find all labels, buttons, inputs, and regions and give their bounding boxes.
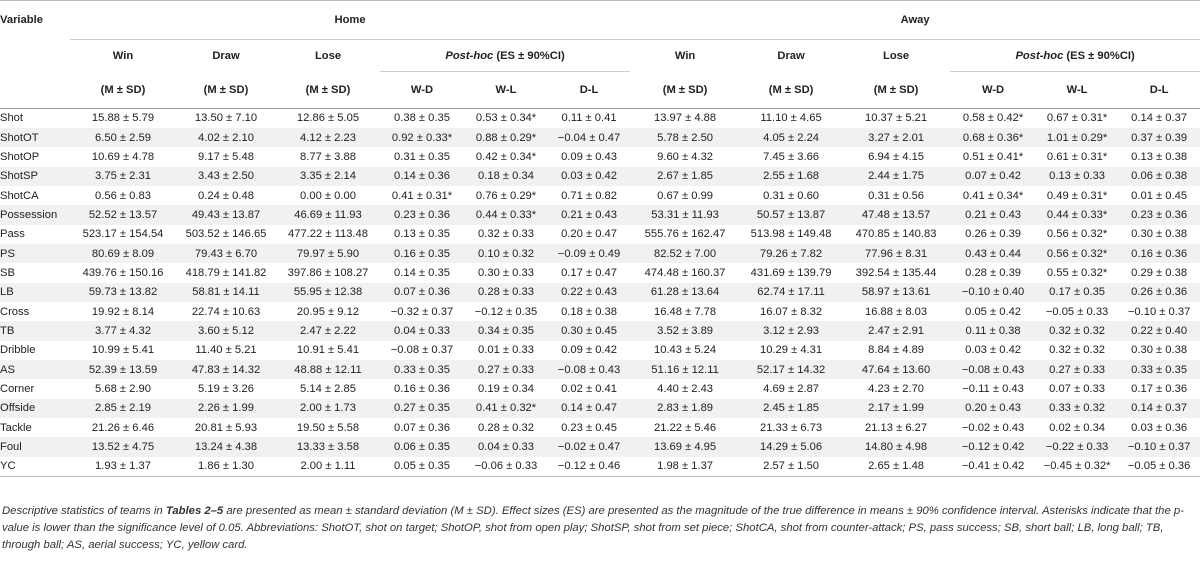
table-cell: 47.64 ± 13.60	[861, 363, 931, 376]
table-cell: 513.98 ± 149.48	[750, 228, 832, 241]
table-cell: 0.03 ± 0.42	[561, 170, 617, 183]
row-variable-label: Shot	[0, 112, 24, 125]
table-row	[0, 147, 1200, 166]
table-cell: 9.60 ± 4.32	[657, 150, 714, 163]
away-dl-header: D-L	[1149, 84, 1169, 96]
row-variable-label: Corner	[0, 382, 35, 395]
table-cell: 0.30 ± 0.45	[561, 324, 617, 337]
table-cell: 0.16 ± 0.36	[394, 382, 450, 395]
table-cell: 55.95 ± 12.38	[293, 286, 363, 299]
table-footnote: Descriptive statistics of teams in Tables 2–5 are presented as mean ± standard deviation (M ± SD). Effect sizes (ES) are presented as the magnitude of the true difference in means ± 90% confidence interval. Asterisks indicate that the p-value is lower than the significance level of 0.05. Abbreviations: ShotOT, shot on target; ShotOP, shot from open play; ShotSP, shot from set piece; ShotCA, shot from counter-attack; PS, pass success; SB, short ball; LB, long ball; TB, through ball; AS, aerial success; YC, yellow card.	[2, 505, 1184, 552]
table-cell: 0.18 ± 0.38	[561, 305, 617, 318]
table-cell: 16.07 ± 8.32	[759, 305, 823, 318]
table-cell: 16.48 ± 7.78	[653, 305, 717, 318]
home-dl-header: D-L	[579, 84, 599, 96]
table-cell: 12.86 ± 5.05	[296, 112, 360, 125]
table-cell: 0.04 ± 0.33	[394, 324, 450, 337]
table-row	[0, 457, 1200, 476]
table-cell: 0.34 ± 0.35	[478, 324, 534, 337]
table-cell: 52.17 ± 14.32	[756, 363, 826, 376]
table-cell: 0.21 ± 0.43	[561, 208, 617, 221]
table-cell: 0.29 ± 0.38	[1131, 266, 1188, 279]
table-cell: 0.32 ± 0.32	[1049, 324, 1106, 337]
table-cell: 21.13 ± 6.27	[864, 421, 928, 434]
table-cell: 0.67 ± 0.31*	[1046, 112, 1108, 125]
table-cell: 5.78 ± 2.50	[657, 131, 714, 144]
table-cell: 0.14 ± 0.47	[561, 402, 617, 415]
table-cell: 4.69 ± 2.87	[763, 382, 820, 395]
row-variable-label: Dribble	[0, 344, 36, 357]
row-variable-label: SB	[0, 266, 15, 279]
table-cell: 62.74 ± 17.11	[757, 286, 825, 299]
table-cell: 0.56 ± 0.32*	[1046, 228, 1108, 241]
table-cell: 0.14 ± 0.36	[394, 170, 450, 183]
table-cell: 2.44 ± 1.75	[868, 170, 925, 183]
table-cell: 474.48 ± 160.37	[644, 266, 726, 279]
table-cell: 2.00 ± 1.73	[300, 402, 356, 415]
table-cell: 61.28 ± 13.64	[650, 286, 720, 299]
home-posthoc-header: Post-hoc (ES ± 90%CI)	[380, 40, 630, 72]
table-cell: 0.00 ± 0.00	[300, 189, 356, 202]
table-cell: 0.56 ± 0.83	[95, 189, 151, 202]
table-cell: 0.09 ± 0.43	[561, 150, 617, 163]
table-cell: 46.69 ± 11.93	[294, 208, 362, 221]
table-cell: 0.41 ± 0.31*	[391, 189, 453, 202]
table-cell: 0.88 ± 0.29*	[475, 131, 537, 144]
table-cell: 79.97 ± 5.90	[296, 247, 360, 260]
table-cell: 8.84 ± 4.89	[868, 344, 925, 357]
table-cell: 3.52 ± 3.89	[657, 324, 714, 337]
table-cell: 0.37 ± 0.39	[1131, 131, 1188, 144]
table-cell: 82.52 ± 7.00	[653, 247, 717, 260]
table-cell: −0.08 ± 0.37	[390, 344, 454, 357]
table-row	[0, 418, 1200, 437]
variable-header: Variable	[0, 14, 43, 27]
table-cell: 439.76 ± 150.16	[82, 266, 164, 279]
table-cell: 6.94 ± 4.15	[868, 150, 925, 163]
table-cell: 58.97 ± 13.61	[861, 286, 931, 299]
table-cell: 8.77 ± 3.88	[300, 150, 356, 163]
table-cell: 0.20 ± 0.47	[561, 228, 617, 241]
table-row	[0, 263, 1200, 282]
row-variable-label: ShotOP	[0, 150, 40, 163]
table-cell: 13.33 ± 3.58	[296, 441, 360, 454]
table-cell: 0.17 ± 0.35	[1049, 286, 1106, 299]
table-cell: 49.43 ± 13.87	[191, 208, 261, 221]
table-cell: 0.04 ± 0.33	[478, 441, 534, 454]
table-cell: 20.81 ± 5.93	[194, 421, 258, 434]
table-cell: 0.21 ± 0.43	[965, 208, 1022, 221]
table-cell: 1.98 ± 1.37	[657, 460, 714, 473]
table-cell: 2.57 ± 1.50	[763, 460, 820, 473]
table-cell: 0.22 ± 0.40	[1131, 324, 1188, 337]
table-cell: 52.52 ± 13.57	[88, 208, 158, 221]
table-cell: 3.75 ± 2.31	[95, 170, 151, 183]
away-draw-msd-header: (M ± SD)	[768, 83, 814, 96]
home-lose-header: Lose	[314, 49, 342, 62]
table-row	[0, 379, 1200, 398]
table-cell: 0.24 ± 0.48	[198, 189, 254, 202]
table-cell: 22.74 ± 10.63	[191, 305, 261, 318]
table-cell: 0.41 ± 0.32*	[475, 402, 537, 415]
table-cell: 10.99 ± 5.41	[91, 344, 155, 357]
table-cell: 47.83 ± 14.32	[191, 363, 261, 376]
table-cell: 470.85 ± 140.83	[855, 228, 937, 241]
table-cell: −0.12 ± 0.35	[474, 305, 538, 318]
table-cell: 0.26 ± 0.36	[1131, 286, 1188, 299]
table-cell: 0.07 ± 0.42	[965, 170, 1022, 183]
table-cell: 1.93 ± 1.37	[95, 460, 151, 473]
table-cell: −0.08 ± 0.43	[961, 363, 1025, 376]
table-cell: 0.02 ± 0.41	[561, 382, 617, 395]
row-variable-label: AS	[0, 363, 15, 376]
table-cell: −0.09 ± 0.49	[557, 247, 621, 260]
home-win-header: Win	[112, 49, 134, 62]
table-cell: 4.40 ± 2.43	[657, 382, 714, 395]
table-cell: 0.30 ± 0.33	[478, 266, 534, 279]
table-cell: 0.31 ± 0.60	[763, 189, 820, 202]
table-cell: 4.02 ± 2.10	[198, 131, 254, 144]
table-cell: 7.45 ± 3.66	[763, 150, 820, 163]
table-cell: 2.26 ± 1.99	[198, 402, 254, 415]
table-row	[0, 302, 1200, 321]
table-cell: 392.54 ± 135.44	[855, 266, 937, 279]
table-cell: 0.67 ± 0.99	[657, 189, 714, 202]
away-lose-msd-header: (M ± SD)	[873, 83, 919, 96]
table-cell: 0.16 ± 0.36	[1131, 247, 1188, 260]
table-cell: 13.24 ± 4.38	[194, 441, 258, 454]
table-cell: 0.33 ± 0.35	[1131, 363, 1188, 376]
table-cell: 555.76 ± 162.47	[644, 228, 726, 241]
row-variable-label: ShotCA	[0, 189, 39, 202]
table-cell: 0.41 ± 0.34*	[962, 189, 1024, 202]
table-cell: 0.11 ± 0.38	[965, 324, 1021, 337]
table-cell: 0.27 ± 0.33	[478, 363, 534, 376]
table-row	[0, 437, 1200, 456]
table-cell: 0.06 ± 0.38	[1131, 170, 1188, 183]
table-cell: 0.31 ± 0.56	[868, 189, 925, 202]
table-cell: −0.05 ± 0.36	[1127, 460, 1191, 473]
table-cell: 0.17 ± 0.36	[1131, 382, 1188, 395]
table-cell: 21.26 ± 6.46	[91, 421, 155, 434]
home-win-msd-header: (M ± SD)	[100, 83, 146, 96]
table-cell: 0.33 ± 0.32	[1049, 402, 1106, 415]
table-cell: 0.13 ± 0.35	[394, 228, 450, 241]
table-cell: 79.26 ± 7.82	[759, 247, 823, 260]
table-row	[0, 399, 1200, 418]
row-variable-label: Cross	[0, 305, 30, 318]
table-cell: 79.43 ± 6.70	[194, 247, 258, 260]
row-variable-label: Foul	[0, 441, 22, 454]
row-variable-label: Possession	[0, 208, 58, 221]
table-cell: 0.13 ± 0.33	[1049, 170, 1106, 183]
table-cell: 4.12 ± 2.23	[300, 131, 356, 144]
table-cell: −0.12 ± 0.46	[557, 460, 621, 473]
table-cell: 0.01 ± 0.33	[478, 344, 534, 357]
table-cell: 0.23 ± 0.36	[1131, 208, 1188, 221]
home-draw-header: Draw	[212, 49, 240, 62]
table-cell: 0.43 ± 0.44	[965, 247, 1022, 260]
table-cell: 0.03 ± 0.42	[965, 344, 1022, 357]
table-cell: 0.17 ± 0.47	[561, 266, 617, 279]
table-cell: −0.02 ± 0.43	[961, 421, 1025, 434]
away-lose-header: Lose	[883, 49, 910, 62]
away-draw-header: Draw	[777, 49, 805, 62]
table-cell: 1.86 ± 1.30	[198, 460, 254, 473]
table-cell: −0.22 ± 0.33	[1045, 441, 1109, 454]
table-cell: 77.96 ± 8.31	[864, 247, 928, 260]
table-row	[0, 205, 1200, 224]
away-win-msd-header: (M ± SD)	[662, 83, 708, 96]
row-variable-label: TB	[0, 324, 15, 337]
row-variable-label: ShotOT	[0, 131, 39, 144]
row-variable-label: Pass	[0, 228, 25, 241]
table-row	[0, 128, 1200, 147]
table-cell: 0.16 ± 0.35	[394, 247, 450, 260]
table-cell: 21.22 ± 5.46	[653, 421, 717, 434]
table-cell: 59.73 ± 13.82	[88, 286, 158, 299]
table-body	[0, 109, 1200, 477]
table-cell: 11.10 ± 4.65	[760, 112, 822, 125]
table-cell: 0.22 ± 0.43	[561, 286, 617, 299]
table-cell: 0.05 ± 0.42	[965, 305, 1022, 318]
table-row	[0, 109, 1200, 128]
table-cell: 0.56 ± 0.32*	[1046, 247, 1108, 260]
table-cell: −0.12 ± 0.42	[961, 441, 1025, 454]
table-cell: 0.14 ± 0.35	[394, 266, 450, 279]
table-cell: 0.14 ± 0.37	[1131, 112, 1188, 125]
table-cell: 477.22 ± 113.48	[288, 228, 368, 241]
table-cell: 15.88 ± 5.79	[91, 112, 155, 125]
table-cell: 397.86 ± 108.27	[287, 266, 369, 279]
table-cell: 0.10 ± 0.32	[478, 247, 534, 260]
table-cell: 2.47 ± 2.22	[300, 324, 356, 337]
table-cell: 0.11 ± 0.41	[561, 112, 617, 125]
table-cell: 2.55 ± 1.68	[763, 170, 820, 183]
table-cell: 14.80 ± 4.98	[864, 441, 928, 454]
table-cell: 14.29 ± 5.06	[759, 441, 823, 454]
table-cell: 0.33 ± 0.35	[394, 363, 450, 376]
table-cell: 2.45 ± 1.85	[763, 402, 820, 415]
table-cell: 0.28 ± 0.33	[478, 286, 534, 299]
table-cell: 13.69 ± 4.95	[653, 441, 717, 454]
table-cell: 0.55 ± 0.32*	[1046, 266, 1108, 279]
table-cell: 0.71 ± 0.82	[561, 189, 617, 202]
table-cell: 0.32 ± 0.32	[1049, 344, 1106, 357]
table-cell: 16.88 ± 8.03	[864, 305, 928, 318]
table-cell: 0.51 ± 0.41*	[962, 150, 1024, 163]
table-cell: 11.40 ± 5.21	[195, 344, 257, 357]
table-cell: 3.77 ± 4.32	[95, 324, 151, 337]
table-cell: 10.91 ± 5.41	[296, 344, 360, 357]
table-cell: 2.83 ± 1.89	[657, 402, 714, 415]
home-wl-header: W-L	[495, 84, 517, 96]
table-cell: 13.52 ± 4.75	[91, 441, 155, 454]
table-cell: 10.37 ± 5.21	[864, 112, 928, 125]
table-cell: 3.27 ± 2.01	[868, 131, 925, 144]
table-cell: 19.50 ± 5.58	[296, 421, 360, 434]
table-cell: 50.57 ± 13.87	[756, 208, 826, 221]
table-cell: −0.45 ± 0.32*	[1043, 460, 1111, 473]
table-cell: 0.07 ± 0.36	[394, 286, 450, 299]
table-cell: 20.95 ± 9.12	[296, 305, 360, 318]
table-cell: −0.32 ± 0.37	[390, 305, 454, 318]
table-cell: 0.58 ± 0.42*	[962, 112, 1024, 125]
table-cell: −0.05 ± 0.33	[1045, 305, 1109, 318]
table-cell: 0.32 ± 0.33	[478, 228, 534, 241]
table-row	[0, 244, 1200, 263]
table-cell: 0.27 ± 0.35	[394, 402, 450, 415]
table-cell: 431.69 ± 139.79	[750, 266, 832, 279]
table-row	[0, 186, 1200, 205]
table-cell: 0.07 ± 0.33	[1049, 382, 1106, 395]
away-wd-header: W-D	[981, 84, 1005, 96]
table-cell: 10.29 ± 4.31	[759, 344, 823, 357]
table-cell: 0.76 ± 0.29*	[475, 189, 537, 202]
table-cell: 4.05 ± 2.24	[763, 131, 820, 144]
table-cell: 5.19 ± 3.26	[198, 382, 254, 395]
row-variable-label: ShotSP	[0, 170, 38, 183]
table-cell: 3.43 ± 2.50	[198, 170, 254, 183]
table-cell: 48.88 ± 12.11	[294, 363, 362, 376]
table-cell: 0.20 ± 0.43	[965, 402, 1022, 415]
table-row	[0, 225, 1200, 244]
table-cell: 2.65 ± 1.48	[868, 460, 925, 473]
table-cell: 0.26 ± 0.39	[965, 228, 1022, 241]
away-posthoc-header: Post-hoc (ES ± 90%CI)	[950, 40, 1200, 72]
table-cell: 0.14 ± 0.37	[1131, 402, 1188, 415]
table-cell: 13.50 ± 7.10	[194, 112, 258, 125]
table-cell: 2.47 ± 2.91	[868, 324, 925, 337]
table-cell: −0.10 ± 0.37	[1127, 441, 1191, 454]
table-cell: 0.31 ± 0.35	[394, 150, 450, 163]
table-cell: 0.05 ± 0.35	[394, 460, 450, 473]
table-cell: 0.28 ± 0.32	[478, 421, 534, 434]
table-cell: 9.17 ± 5.48	[198, 150, 254, 163]
table-cell: 0.44 ± 0.33*	[475, 208, 537, 221]
table-cell: −0.41 ± 0.42	[961, 460, 1025, 473]
table-cell: 0.68 ± 0.36*	[962, 131, 1024, 144]
table-cell: 0.03 ± 0.36	[1131, 421, 1188, 434]
table-cell: −0.08 ± 0.43	[557, 363, 621, 376]
table-cell: 0.01 ± 0.45	[1131, 189, 1188, 202]
table-cell: 51.16 ± 12.11	[651, 363, 719, 376]
row-variable-label: LB	[0, 286, 14, 299]
table-cell: 0.61 ± 0.31*	[1046, 150, 1108, 163]
table-cell: 5.14 ± 2.85	[300, 382, 356, 395]
table-cell: −0.10 ± 0.40	[961, 286, 1025, 299]
away-win-header: Win	[674, 49, 696, 62]
table-cell: 21.33 ± 6.73	[759, 421, 823, 434]
table-cell: 3.12 ± 2.93	[763, 324, 820, 337]
table-cell: 10.43 ± 5.24	[653, 344, 717, 357]
table-cell: 0.23 ± 0.45	[561, 421, 617, 434]
table-cell: 47.48 ± 13.57	[861, 208, 931, 221]
home-header: Home	[70, 1, 630, 40]
table-row	[0, 360, 1200, 379]
table-cell: 10.69 ± 4.78	[91, 150, 155, 163]
table-cell: 80.69 ± 8.09	[91, 247, 155, 260]
table-cell: 0.13 ± 0.38	[1131, 150, 1188, 163]
table-cell: 4.23 ± 2.70	[868, 382, 925, 395]
table-row	[0, 283, 1200, 302]
table-cell: 0.06 ± 0.35	[394, 441, 450, 454]
table-cell: 0.44 ± 0.33*	[1046, 208, 1108, 221]
table-row	[0, 321, 1200, 340]
table-row	[0, 167, 1200, 186]
table-cell: 0.49 ± 0.31*	[1046, 189, 1108, 202]
table-cell: 0.07 ± 0.36	[394, 421, 450, 434]
table-cell: 5.68 ± 2.90	[95, 382, 151, 395]
table-cell: 0.19 ± 0.34	[478, 382, 534, 395]
row-variable-label: YC	[0, 460, 16, 473]
table-cell: 1.01 ± 0.29*	[1046, 131, 1108, 144]
row-variable-label: Offside	[0, 402, 36, 415]
table-cell: 0.42 ± 0.34*	[475, 150, 537, 163]
table-cell: 0.38 ± 0.35	[394, 112, 450, 125]
away-wl-header: W-L	[1066, 84, 1088, 96]
table-cell: 58.81 ± 14.11	[192, 286, 260, 299]
table-cell: 2.17 ± 1.99	[868, 402, 925, 415]
home-lose-msd-header: (M ± SD)	[305, 83, 351, 96]
table-cell: 0.27 ± 0.33	[1049, 363, 1106, 376]
table-cell: 503.52 ± 146.65	[185, 228, 267, 241]
table-cell: −0.06 ± 0.33	[474, 460, 538, 473]
table-cell: 0.92 ± 0.33*	[391, 131, 453, 144]
table-cell: 0.30 ± 0.38	[1131, 228, 1188, 241]
table-cell: 523.17 ± 154.54	[82, 228, 164, 241]
away-header: Away	[630, 1, 1200, 40]
row-variable-label: Tackle	[0, 421, 32, 434]
table-cell: −0.11 ± 0.43	[962, 382, 1024, 395]
table-cell: −0.10 ± 0.37	[1127, 305, 1191, 318]
table-cell: 13.97 ± 4.88	[653, 112, 717, 125]
table-cell: 3.35 ± 2.14	[300, 170, 356, 183]
table-cell: 418.79 ± 141.82	[185, 266, 267, 279]
table-cell: −0.02 ± 0.47	[557, 441, 621, 454]
table-cell: 53.31 ± 11.93	[651, 208, 719, 221]
table-cell: 2.67 ± 1.85	[657, 170, 714, 183]
table-cell: 0.30 ± 0.38	[1131, 344, 1188, 357]
row-variable-label: PS	[0, 247, 15, 260]
table-cell: −0.04 ± 0.47	[557, 131, 621, 144]
table-cell: 6.50 ± 2.59	[95, 131, 151, 144]
table-cell: 19.92 ± 8.14	[91, 305, 155, 318]
table-cell: 0.09 ± 0.42	[561, 344, 617, 357]
home-draw-msd-header: (M ± SD)	[203, 83, 249, 96]
home-wd-header: W-D	[410, 84, 434, 96]
table-cell: 0.02 ± 0.34	[1049, 421, 1106, 434]
table-cell: 0.23 ± 0.36	[394, 208, 450, 221]
table-cell: 0.53 ± 0.34*	[475, 112, 537, 125]
table-cell: 52.39 ± 13.59	[88, 363, 158, 376]
table-cell: 0.18 ± 0.34	[478, 170, 534, 183]
table-cell: 2.85 ± 2.19	[95, 402, 151, 415]
table-cell: 0.28 ± 0.39	[965, 266, 1022, 279]
table-cell: 2.00 ± 1.11	[300, 460, 356, 473]
table-row	[0, 341, 1200, 360]
table-cell: 3.60 ± 5.12	[198, 324, 254, 337]
